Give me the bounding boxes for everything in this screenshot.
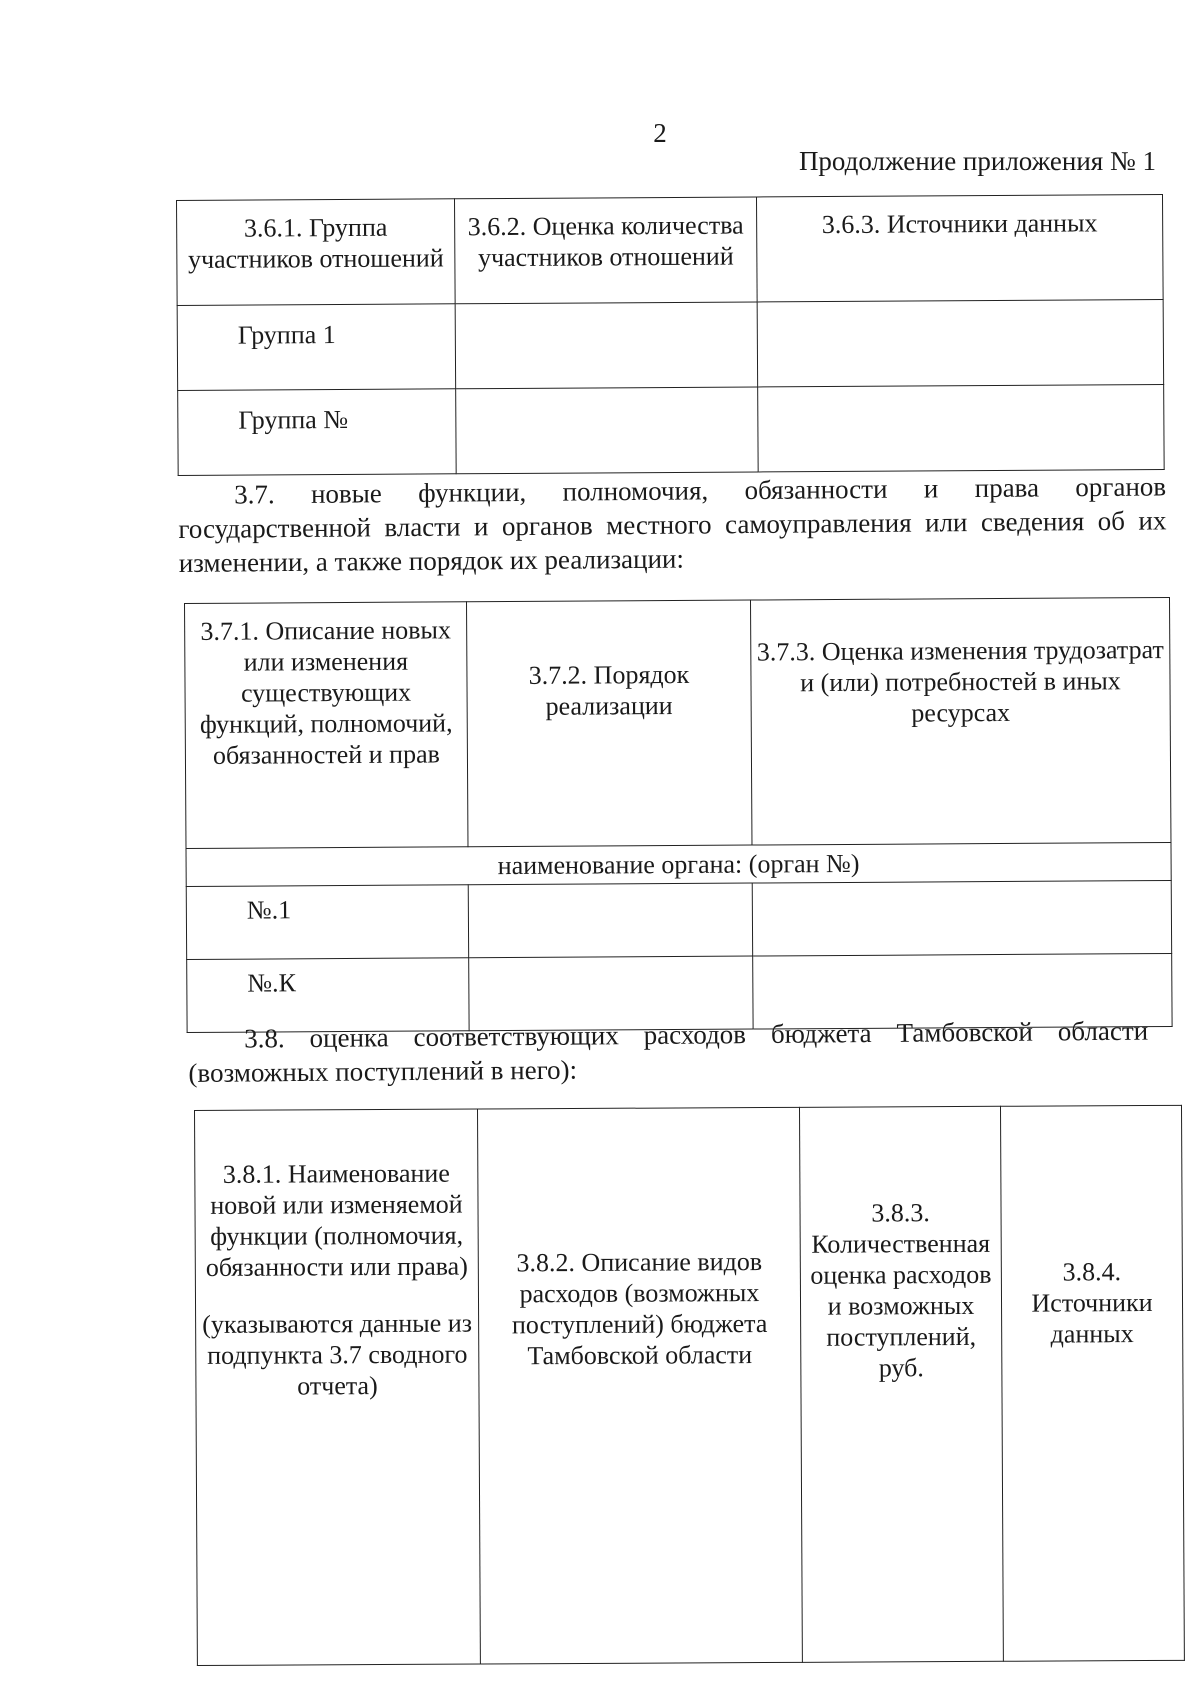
- agency-name-cell: наименование органа: (орган №): [186, 842, 1171, 886]
- header-cell-3-7-1: 3.7.1. Описание новых или изменения существующих функций, полномочий, обязанностей и прав: [185, 602, 468, 849]
- estimate-cell: [752, 880, 1171, 956]
- table-row: [177, 299, 1164, 390]
- table-header-row: [185, 597, 1171, 848]
- header-cell-3-6-1: 3.6.1. Группа участников отношений: [177, 199, 456, 306]
- procedure-cell: [468, 883, 752, 958]
- table-3-6: [176, 194, 1165, 476]
- table-header-row: [177, 194, 1164, 305]
- header-cell-3-8-3: 3.8.3. Количественная оценка расходов и возможных поступлений, руб.: [799, 1106, 1003, 1662]
- group-cell: Группа 1: [177, 304, 456, 391]
- item-number-cell: №.К: [187, 958, 469, 1033]
- section-3-8-text: [188, 1014, 1149, 1090]
- header-cell-3-6-2: 3.6.2. Оценка количества участников отношений: [454, 197, 757, 304]
- table-row: [186, 880, 1171, 959]
- section-3-7-text: [178, 469, 1167, 580]
- table-header-row: [195, 1105, 1185, 1665]
- item-number-cell: №.1: [186, 885, 468, 960]
- source-cell: [758, 384, 1165, 471]
- header-cell-3-8-4: 3.8.4. Источники данных: [1000, 1105, 1184, 1661]
- table-3-7: [184, 597, 1173, 1033]
- header-3-8-1-note: (указываются данные из подпункта 3.7 сводного отчета): [202, 1308, 473, 1401]
- page-number: 2: [653, 118, 667, 148]
- group-cell: Группа №: [178, 389, 457, 476]
- count-cell: [455, 302, 758, 389]
- header-cell-3-8-1: [195, 1109, 481, 1665]
- section-3-8-first-line: 3.8. оценка соответствующих расходов бюджета Тамбовской области: [244, 1015, 1149, 1054]
- header-cell-3-7-3: 3.7.3. Оценка изменения трудозатрат и (или) потребностей в иных ресурсах: [750, 597, 1170, 845]
- header-cell-3-7-2: 3.7.2. Порядок реализации: [466, 600, 751, 847]
- continuation-label: Продолжение приложения № 1: [798, 146, 1156, 176]
- header-3-8-1-main: 3.8.1. Наименование новой или изменяемой функции (полномочия, обязанности или права): [205, 1158, 468, 1282]
- agency-name-row: [186, 842, 1171, 886]
- table-row: [178, 384, 1165, 475]
- source-cell: [757, 299, 1164, 386]
- section-3-7-rest: государственной власти и органов местного самоуправления или сведения об их изменении, а также порядок их реализации:: [178, 505, 1167, 578]
- header-cell-3-6-3: 3.6.3. Источники данных: [756, 194, 1163, 301]
- count-cell: [456, 387, 759, 474]
- section-3-7-first-line: 3.7. новые функции, полномочия, обязанности и права органов: [234, 471, 1167, 510]
- table-3-8: [194, 1105, 1185, 1666]
- header-cell-3-8-2: 3.8.2. Описание видов расходов (возможных поступлений) бюджета Тамбовской области: [477, 1107, 802, 1664]
- section-3-8-rest: (возможных поступлений в него):: [188, 1054, 578, 1088]
